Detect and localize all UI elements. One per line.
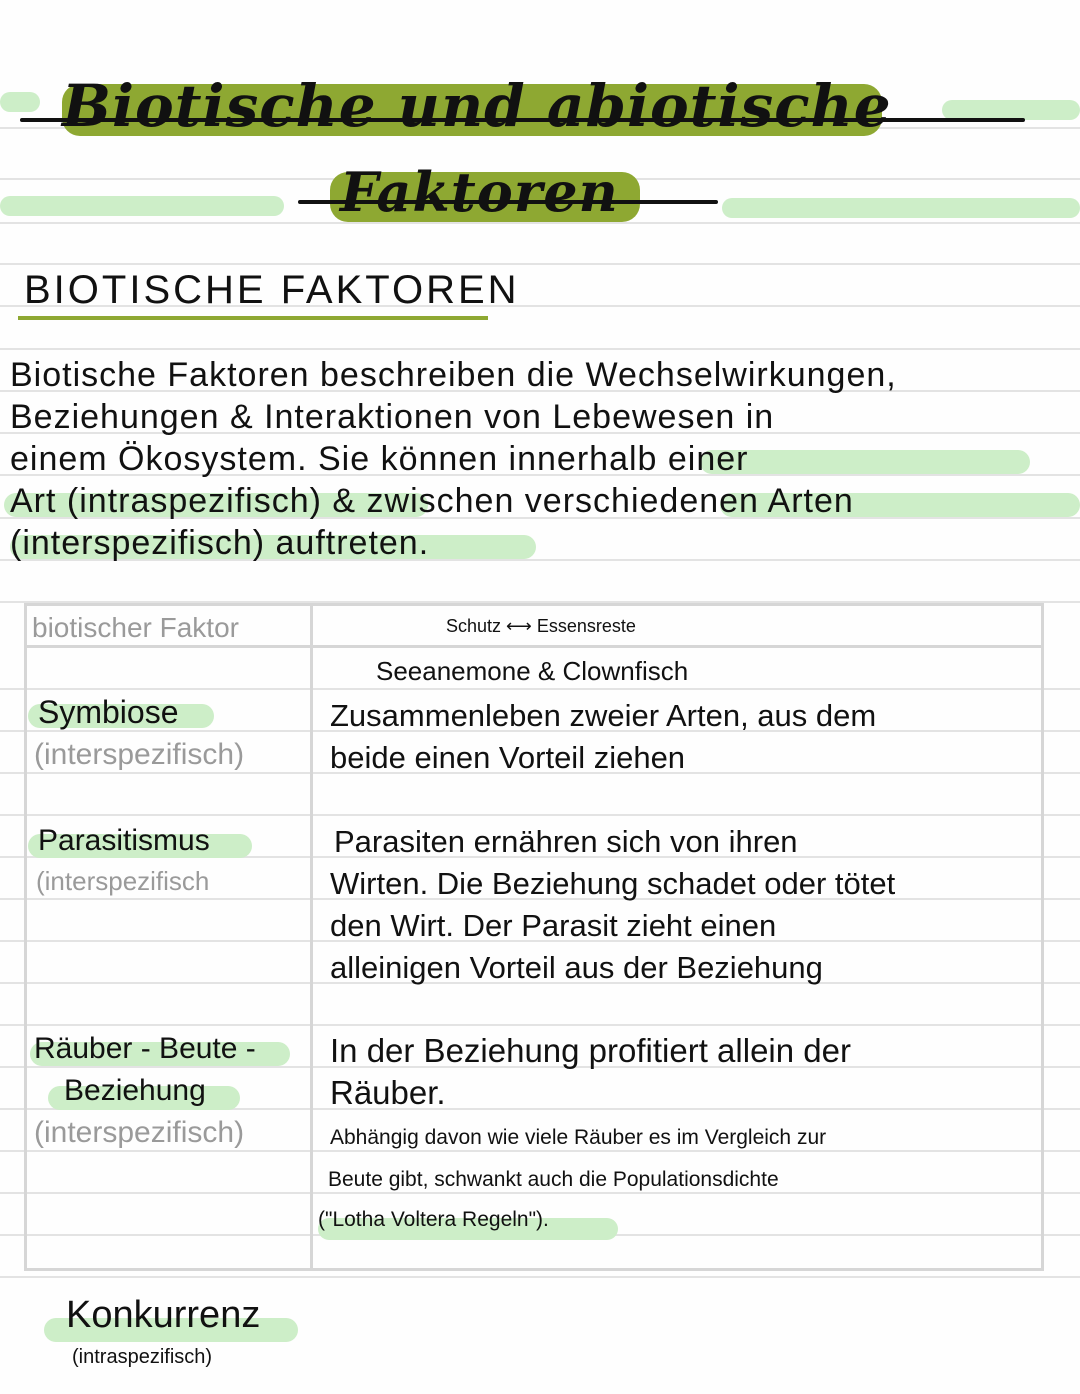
factor-name: Parasitismus	[38, 824, 210, 857]
factor-name: Beziehung	[64, 1074, 206, 1107]
factor-description: Zusammenleben zweier Arten, aus dem	[330, 698, 877, 733]
intro-line: Art (intraspezifisch) & zwischen verschiedenen Arten	[10, 482, 854, 520]
page-title-line2: Faktoren	[340, 160, 619, 224]
factor-description: alleinigen Vorteil aus der Beziehung	[330, 950, 823, 985]
intro-line: Biotische Faktoren beschreiben die Wechselwirkungen,	[10, 356, 897, 394]
factor-note: Beute gibt, schwankt auch die Populationsdichte	[328, 1168, 779, 1191]
factor-name: Symbiose	[38, 694, 179, 730]
highlight-innerhalb-einer	[700, 450, 1030, 474]
factor-description: Parasiten ernähren sich von ihren	[334, 824, 798, 859]
section-heading: BIOTISCHE FAKTOREN	[24, 268, 520, 312]
title-side-highlight-right	[942, 100, 1080, 120]
table-header-note: Schutz ⟷ Essensreste	[446, 616, 636, 636]
footer-term: Konkurrenz	[66, 1294, 261, 1336]
factor-description: Räuber.	[330, 1074, 446, 1111]
factor-description: Wirten. Die Beziehung schadet oder tötet	[330, 866, 896, 901]
factor-example: Seeanemone & Clownfisch	[376, 656, 689, 686]
intro-line: Beziehungen & Interaktionen von Lebewesen in	[10, 398, 775, 436]
factor-note: Abhängig davon wie viele Räuber es im Vergleich zur	[330, 1126, 827, 1149]
intro-line: (interspezifisch) auftreten.	[10, 524, 430, 562]
factor-type: (interspezifisch)	[34, 1116, 245, 1149]
title2-side-highlight-right	[722, 198, 1080, 218]
table-column-divider	[310, 603, 313, 1271]
factor-description: den Wirt. Der Parasit zieht einen	[330, 908, 777, 943]
factor-name: Räuber - Beute -	[34, 1032, 256, 1065]
title2-side-highlight-left	[0, 196, 284, 216]
factor-note: ("Lotha Voltera Regeln").	[318, 1208, 549, 1231]
factor-description: In der Beziehung profitiert allein der	[330, 1032, 851, 1069]
section-heading-underline	[18, 316, 488, 320]
factor-type: (interspezifisch)	[34, 738, 245, 771]
footer-type: (intraspezifisch)	[72, 1346, 213, 1368]
factor-description: beide einen Vorteil ziehen	[330, 740, 686, 775]
page-title-line1: Biotische und abiotische	[62, 72, 892, 140]
title-side-highlight-left	[0, 92, 40, 112]
table-header-divider	[24, 645, 1044, 648]
table-header-factor: biotischer Faktor	[32, 612, 239, 643]
factor-type: (interspezifisch	[36, 866, 210, 896]
intro-line: einem Ökosystem. Sie können innerhalb einer	[10, 440, 749, 478]
